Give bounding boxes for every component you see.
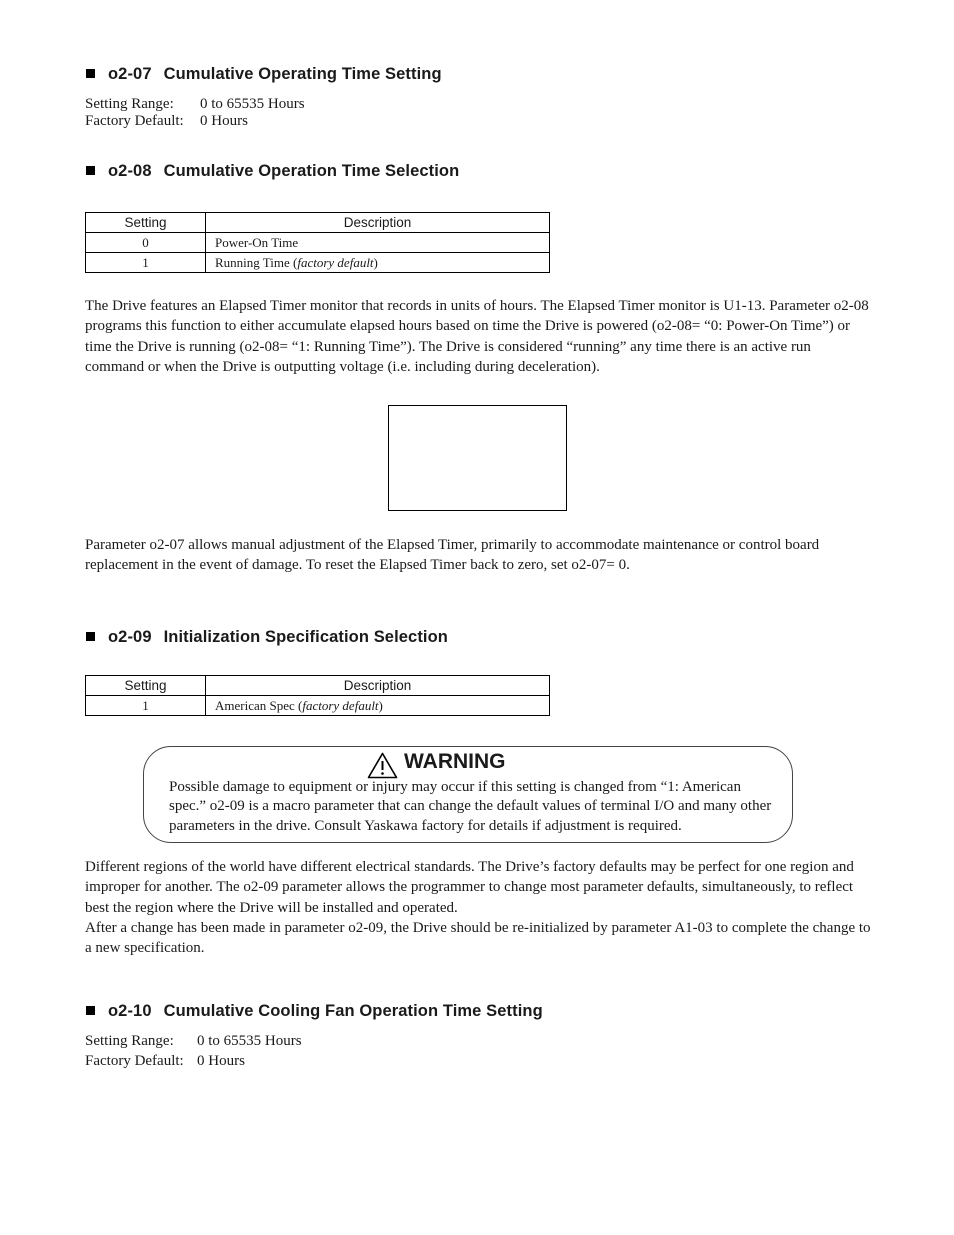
param-title: Cumulative Cooling Fan Operation Time Setting [163,1002,543,1020]
factory-default-label: Factory Default: [85,1053,184,1069]
o2-07-adjust-paragraph: Parameter o2-07 allows manual adjustment of the Elapsed Timer, primarily to accommodate maintenance or control board replacement in the event of damage. To reset the Elapsed Timer back to zero, set o2-07= 0. [85,537,820,574]
heading-o2-09 [86,628,448,647]
o2-09-settings-table [85,675,550,716]
param-title: Cumulative Operation Time Selection [163,162,460,180]
o2-08-settings-table [85,212,550,273]
description-close: ) [378,697,383,713]
factory-default-note: factory default [302,697,379,713]
param-code: o2-07 [108,65,152,83]
factory-default [85,113,248,130]
table-row [86,233,550,253]
column-header-setting: Setting [86,676,206,696]
column-header-description: Description [206,676,550,696]
column-header-description: Description [206,213,550,233]
description-text: Running Time ( [215,254,298,270]
square-bullet-icon [86,632,95,641]
setting-range [85,1033,302,1050]
square-bullet-icon [86,69,95,78]
factory-default-note: factory default [297,254,374,270]
setting-cell: 1 [86,253,206,273]
heading-o2-07 [86,65,442,84]
setting-range-label: Setting Range: [85,96,174,112]
param-code: o2-09 [108,628,152,646]
factory-default-value: 0 Hours [200,113,248,129]
table-row [86,253,550,273]
heading-o2-08 [86,162,459,181]
table-header-row [86,676,550,696]
heading-o2-10 [86,1002,543,1021]
table-row [86,696,550,716]
column-header-setting: Setting [86,213,206,233]
description-cell [206,696,550,716]
table-header-row [86,213,550,233]
factory-default [85,1053,245,1070]
param-title: Cumulative Operating Time Setting [163,65,442,83]
warning-triangle-icon [367,752,398,779]
param-title: Initialization Specification Selection [163,628,448,646]
figure-placeholder [388,405,567,511]
setting-cell: 0 [86,233,206,253]
description-cell: Power-On Time [206,233,550,253]
factory-default-label: Factory Default: [85,113,184,129]
param-code: o2-10 [108,1002,152,1020]
o2-09-paragraph: Different regions of the world have different electrical standards. The Drive’s factory defaults may be perfect for one region and improper for another. The o2-09 parameter allows the programmer to change most parameter defaults, simultaneously, to reflect best the region where the Drive will be installed and operated. [85,859,854,916]
warning-title: WARNING [404,750,506,773]
description-close: ) [373,254,378,270]
setting-cell: 1 [86,696,206,716]
description-cell [206,253,550,273]
param-code: o2-08 [108,162,152,180]
setting-range-value: 0 to 65535 Hours [200,96,305,112]
square-bullet-icon [86,166,95,175]
setting-range [85,96,305,113]
o2-09-reinit-paragraph: After a change has been made in parameter o2-09, the Drive should be re-initialized by parameter A1-03 to complete the change to a new specification. [85,920,871,957]
warning-box [143,746,793,843]
square-bullet-icon [86,1006,95,1015]
setting-range-label: Setting Range: [85,1033,174,1049]
warning-text: Possible damage to equipment or injury may occur if this setting is changed from “1: American spec.” o2-09 is a macro parameter that can change the default values of terminal I/O and many other parameters in the drive. Consult Yaskawa factory for details if adjustment is required. [169,779,772,834]
setting-range-value: 0 to 65535 Hours [197,1033,302,1049]
o2-08-paragraph: The Drive features an Elapsed Timer monitor that records in units of hours. The Elapsed Timer monitor is U1-13. Parameter o2-08 programs this function to either accumulate elapsed hours based on time the Drive is powered (o2-08= “0: Power-On Time”) or time the Drive is running (o2-08= “1: Running Time”). The Drive is considered “running” any time there is an active run command or when the Drive is outputting voltage (i.e. including during deceleration). [85,298,869,375]
factory-default-value: 0 Hours [197,1053,245,1069]
description-text: American Spec ( [215,697,303,713]
